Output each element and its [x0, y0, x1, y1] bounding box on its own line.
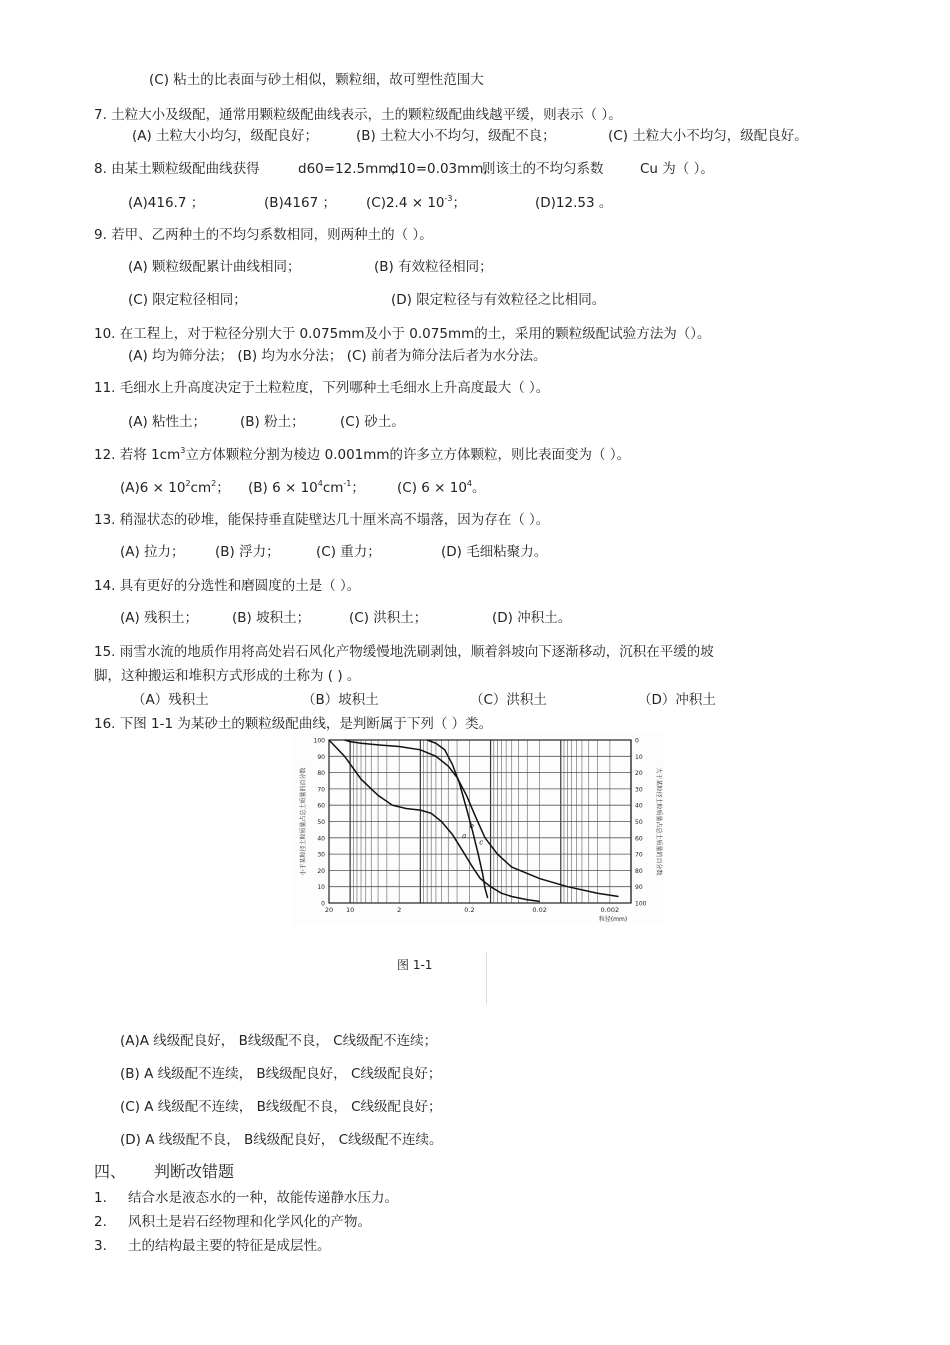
d10-value: d10=0.03mm,	[390, 161, 488, 177]
option-a: (A) 残积土；	[120, 610, 199, 626]
curve-label: c	[479, 838, 484, 847]
curve-label: b	[469, 822, 475, 831]
y-tick-label: 90	[317, 753, 325, 761]
exponent: 4	[317, 479, 323, 488]
grain-size-chart	[293, 733, 665, 926]
option-d: （D）冲积土	[638, 692, 716, 708]
option-a: (A)A 线级配良好， B线级配不良， C线级配不连续；	[120, 1033, 438, 1049]
stem-text: 立方体颗粒分割为棱边 0.001mm的许多立方体颗粒，则比表面变为（ ）。	[185, 447, 631, 463]
x-axis-label: 粒径(mm)	[598, 916, 628, 923]
section-number: 四、	[94, 1162, 127, 1181]
question-13-stem: 13. 稍湿状态的砂堆，能保持垂直陡壁达几十厘米高不塌落，因为存在（ ）。	[94, 512, 550, 528]
item-number: 3.	[94, 1238, 107, 1254]
option-b: (B) 浮力；	[215, 544, 280, 560]
option-b: （B）坡积土	[302, 692, 379, 708]
exponent: -1	[343, 479, 352, 488]
option-c: (C) 限定粒径相同；	[128, 292, 247, 308]
option-b: (B) 粉土；	[240, 414, 305, 430]
option-c-text: (C)2.4 × 10	[366, 195, 445, 211]
option-b: (B)4167 ；	[264, 195, 336, 211]
option-c: (C) 砂土。	[340, 414, 405, 430]
unit: cm	[322, 480, 344, 496]
question-15-stem-line1: 15. 雨雪水流的地质作用将高处岩石风化产物缓慢地洗刷剥蚀，顺着斜坡向下逐渐移动，沉积在平缓的坡	[94, 644, 714, 660]
stem-text: 12. 若将 1cm	[94, 447, 181, 463]
unit: cm	[190, 480, 212, 496]
y2-tick-label: 80	[635, 867, 643, 875]
option-c: (C) 土粒大小不均匀，级配良好。	[608, 128, 808, 144]
option-a: （A）残积土	[132, 692, 209, 708]
y-tick-label: 10	[317, 884, 325, 892]
option-d: (D) 限定粒径与有效粒径之比相同。	[391, 292, 606, 308]
y2-axis-label: 大于某粒径土粒质量占总土质量的百分数	[655, 767, 662, 876]
option-c: (C) A 线级配不连续， B线级配不良， C线级配良好；	[120, 1099, 442, 1115]
option-a: (A) 土粒大小均匀，级配良好；	[132, 128, 319, 144]
exponent: 4	[466, 479, 473, 488]
y2-tick-label: 40	[635, 802, 643, 810]
y2-tick-label: 0	[635, 737, 639, 745]
d60-value: d60=12.5mm,	[298, 161, 396, 177]
option-d: (D) 毛细粘聚力。	[441, 544, 548, 560]
y2-tick-label: 20	[635, 770, 643, 778]
y-tick-label: 50	[317, 819, 325, 826]
y-tick-label: 60	[317, 802, 325, 810]
divider	[486, 952, 487, 1004]
option-a: (A)416.7 ；	[128, 195, 205, 211]
y-tick-label: 70	[317, 786, 325, 794]
option-c: （C）洪积土	[470, 692, 547, 708]
question-15-stem-line2: 脚，这种搬运和堆积方式形成的土称为 ( ) 。	[94, 668, 361, 684]
x-tick-label: 0.2	[464, 906, 475, 914]
question-7-stem: 7. 土粒大小及级配，通常用颗粒级配曲线表示，土的颗粒级配曲线越平缓，则表示（ ）。	[94, 107, 622, 123]
option-c-suffix: 。	[472, 480, 486, 496]
option-b: (B) 有效粒径相同；	[374, 259, 493, 275]
y2-tick-label: 30	[635, 786, 643, 794]
cu-text: Cu 为（ ）。	[640, 161, 714, 177]
question-14-stem: 14. 具有更好的分选性和磨圆度的土是（ ）。	[94, 578, 361, 594]
question-9-stem: 9. 若甲、乙两种土的不均匀系数相同，则两种土的（ ）。	[94, 227, 433, 243]
y-tick-label: 80	[317, 770, 325, 778]
x-tick-label: 2	[397, 906, 402, 914]
option-c: (C) 洪积土；	[349, 610, 428, 626]
option-c-text: (C) 6 × 10	[397, 480, 467, 496]
option-a: (A) 粘性土；	[128, 414, 207, 430]
y2-tick-label: 10	[635, 753, 643, 761]
y-tick-label: 30	[317, 851, 325, 859]
question-10-stem: 10. 在工程上，对于粒径分别大于 0.075mm及小于 0.075mm的土，采用的颗粒级配试验方法为（）。	[94, 326, 711, 342]
option-d: (D) 冲积土。	[492, 610, 572, 626]
option-c: (C) 粘土的比表面与砂土相似，颗粒细，故可塑性范围大	[149, 72, 484, 88]
option-b: (B) A 线级配不连续， B线级配良好， C线级配良好；	[120, 1066, 442, 1082]
y-axis-label: 小于某粒径土粒质量占总土质量的百分数	[300, 767, 307, 876]
exponent: 2	[185, 479, 191, 488]
option-c	[366, 194, 466, 212]
question-11-stem: 11. 毛细水上升高度决定于土粒粒度，下列哪种土毛细水上升高度最大（ ）。	[94, 380, 550, 396]
option-a-suffix: ；	[216, 480, 230, 496]
question-10-options: (A) 均为筛分法； (B) 均为水分法； (C) 前者为筛分法后者为水分法。	[128, 348, 547, 364]
question-12-stem	[94, 446, 630, 464]
option-a: (A) 颗粒级配累计曲线相同；	[128, 259, 301, 275]
y-tick-label: 20	[317, 867, 325, 875]
stem-text: 则该土的不均匀系数	[482, 161, 604, 177]
x-tick-label: 0.002	[600, 906, 620, 914]
option-d: (D)12.53 。	[535, 195, 613, 211]
option-b-suffix: ；	[351, 480, 365, 496]
y2-tick-label: 100	[635, 900, 647, 908]
section-title: 判断改错题	[154, 1162, 235, 1181]
option-a-text: (A)6 × 10	[120, 480, 186, 496]
x-tick-label: 0.02	[532, 906, 547, 914]
y-tick-label: 100	[313, 737, 325, 745]
option-b: (B) 土粒大小不均匀，级配不良；	[356, 128, 556, 144]
y-tick-label: 0	[321, 900, 325, 908]
item-text: 风积土是岩石经物理和化学风化的产物。	[128, 1214, 371, 1230]
option-a: (A) 拉力；	[120, 544, 185, 560]
exponent: 2	[211, 479, 217, 488]
y2-tick-label: 50	[635, 819, 643, 826]
figure-caption: 图 1-1	[397, 958, 433, 972]
option-c: (C) 重力；	[316, 544, 381, 560]
question-16-stem: 16. 下图 1-1 为某砂土的颗粒级配曲线，是判断属于下列（ ）类。	[94, 716, 493, 732]
stem-text: 8. 由某土颗粒级配曲线获得	[94, 161, 260, 177]
item-number: 2.	[94, 1214, 107, 1230]
option-b	[248, 479, 365, 497]
option-b: (B) 坡积土；	[232, 610, 311, 626]
exponent: -3	[444, 194, 453, 203]
item-text: 结合水是液态水的一种，故能传递静水压力。	[128, 1190, 398, 1206]
item-text: 土的结构最主要的特征是成层性。	[128, 1238, 331, 1254]
option-c-suffix: ；	[452, 195, 466, 211]
x-tick-label: 20	[324, 906, 334, 914]
exponent: 3	[180, 446, 186, 455]
option-c	[397, 479, 486, 497]
x-tick-label: 10	[345, 906, 355, 914]
y2-tick-label: 90	[635, 884, 643, 892]
y-tick-label: 40	[317, 835, 325, 843]
option-a	[120, 479, 230, 497]
item-number: 1.	[94, 1190, 107, 1206]
option-b-text: (B) 6 × 10	[248, 480, 318, 496]
curve-label: a	[462, 831, 467, 840]
y2-tick-label: 70	[635, 851, 643, 859]
option-d: (D) A 线级配不良， B线级配良好， C线级配不连续。	[120, 1132, 443, 1148]
y2-tick-label: 60	[635, 835, 643, 843]
